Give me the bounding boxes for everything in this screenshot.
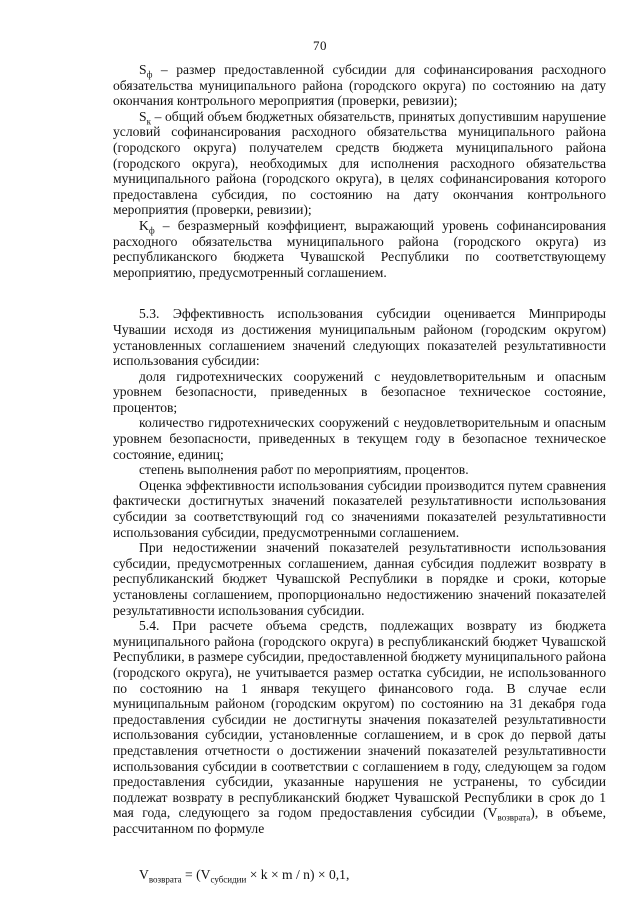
symbol-subscript: ф — [148, 225, 155, 236]
efficiency-assessment: Оценка эффективности использования субсидии производится путем сравнения фактически достигнутых значений показателей результативности использования субсидии за соответствующий год со значениями показателей результативности использования субсидии, предусмотренными соглашением. — [113, 477, 606, 540]
symbol: S — [139, 62, 147, 77]
formula-lhs-subscript: возврата — [148, 874, 182, 885]
definition-kf — [113, 218, 606, 280]
section-5-3-intro: 5.3. Эффективность использования субсидии оценивается Минприроды Чувашии исходя из достижения муниципальным районом (городским округом) установленных соглашением значений следующих показателей результативности использования субсидии: — [113, 306, 606, 369]
definition-text: – размер предоставленной субсидии для софинансирования расходного обязательства муниципального района (городского округа) по состоянию на дату окончания контрольного мероприятия (проверки, ревизии); — [113, 62, 606, 109]
formula-lhs: V — [139, 866, 149, 882]
formula-subsidy-subscript: субсидии — [210, 874, 247, 885]
paragraph-gap — [113, 280, 606, 306]
v-refund-subscript: возврата — [497, 813, 531, 824]
indicator-count: количество гидротехнических сооружений с неудовлетворительным и опасным уровнем безопасности, приведенных в текущем году в безопасное техническое состояние, единиц; — [113, 415, 606, 462]
symbol-subscript: ф — [146, 69, 153, 80]
formula-rest: × k × m / n) × 0,1, — [246, 866, 350, 882]
refund-condition: При недостижении значений показателей результативности использования субсидии, предусмотренных соглашением, данная субсидия подлежит возврату в республиканский бюджет Чувашской Республики в порядке и сроки, которые установлены соглашением, пропорционально недостижению значений показателей результативности использования субсидии. — [113, 540, 606, 618]
symbol: K — [139, 217, 149, 233]
formula-open: = (V — [181, 866, 211, 882]
refund-formula — [139, 867, 606, 883]
definition-text: – безразмерный коэффициент, выражающий уровень софинансирования расходного обязательства муниципального района (городского округа) из республиканского бюджета Чувашской Республики по соответствующему мероприятию, предусмотренный соглашением. — [113, 217, 606, 280]
document-body — [113, 62, 606, 883]
symbol-subscript: к — [146, 116, 151, 127]
definition-sf — [113, 62, 606, 109]
section-5-4-text: 5.4. При расчете объема средств, подлежащих возврату из бюджета муниципального района (городского округа) в республиканский бюджет Чувашской Республики, в размере субсидии, предоставленной бюджету муниципального района (городского округа), не учитывается размер остатка субсидии, не использованного по состоянию на 1 января текущего финансового года. В случае если муниципальным районом (городским округом) по состоянию на 31 декабря года предоставления субсидии не достигнуты значения показателей результативности использования субсидии, установленные соглашением, и в срок до первой даты представления отчетности о достижении значений показателей результативности использования субсидии в соответствии с соглашением в году, следующем за годом предоставления субсидии, указанные нарушения не устранены, то субсидии подлежат возврату в республиканский бюджет Чувашской Республики в срок до 1 мая года, следующего за годом предоставления субсидии (V — [113, 618, 606, 821]
definition-sk — [113, 109, 606, 218]
section-5-4 — [113, 618, 606, 836]
page-number: 70 — [313, 38, 327, 53]
symbol: S — [139, 108, 147, 124]
indicator-share: доля гидротехнических сооружений с неудовлетворительным и опасным уровнем безопасности, приведенных в безопасное техническое состояние, процентов; — [113, 368, 606, 415]
indicator-completion: степень выполнения работ по мероприятиям, процентов. — [139, 462, 469, 478]
section-5-4-tail: ), в объеме, рассчитанном по формуле — [113, 805, 606, 836]
definition-text: – общий объем бюджетных обязательств, принятых допустившим нарушение условий софинансирования расходного обязательства муниципального района (городского округа) получателем средств бюджета муниципального района (городского округа), необходимых для исполнения расходного обязательства муниципального района (городского округа), в целях софинансирования которого предоставлена субсидия, по состоянию на дату окончания контрольного мероприятия (проверки, ревизии); — [113, 108, 606, 218]
